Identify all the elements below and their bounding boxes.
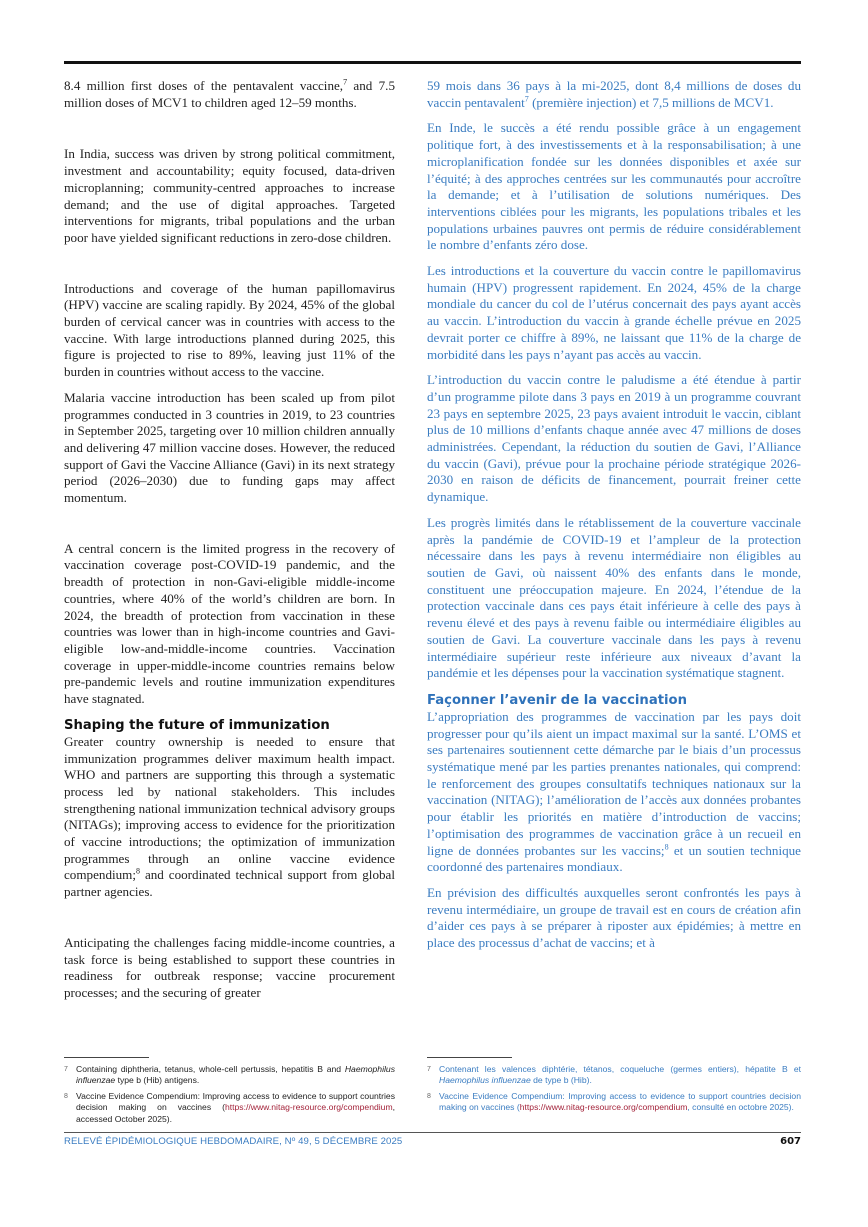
en-paragraph-4: Malaria vaccine introduction has been scaled up from pilot programmes conducted in 3 countries in 2019, to 23 countries in September 2025, targeting over 10 million children annually and delivering 47 million vaccine doses. However, the reduced support of Gavi the Vaccine Alliance (Gavi) in its next strategy period (2026–2030) due to funding gaps may affect momentum. bbox=[64, 389, 395, 506]
en-paragraph-6: Greater country ownership is needed to ensure that immunization programmes deliver maximum health impact. WHO and partners are supporting this through a systematic process led by national stakeholders. This includes strengthening national immunization technical advisory groups (NITAGs); improving access to evidence for the prioritization of vaccine introductions; the optimization of immunization programmes through an online vaccine evidence compendium;$^8$ and coordinated technical support from global partner agencies. bbox=[64, 733, 395, 900]
fr-paragraph-3: Les introductions et la couverture du vaccin contre le papillomavirus humain (HPV) progressent rapidement. En 2024, 45% de la charge mondiale du cancer du col de l’utérus concernait des pays ayant accès au vaccin. L’introduction du vaccin à grande échelle prévue en 2025 devrait porter ce chiffre à 89%, ne laissant que 11% de la charge de morbidité dans les pays n’ayant pas accès au vaccin. bbox=[427, 263, 801, 362]
en-footnote-rule bbox=[64, 1057, 149, 1058]
journal-footer: RELEVÉ ÉPIDÉMIOLOGIQUE HEBDOMADAIRE, Nº 49, 5 DÉCEMBRE 2025 bbox=[64, 1136, 403, 1147]
en-paragraph-2: In India, success was driven by strong political commitment, investment and accountability; equity focused, data-driven microplanning; community-centred approaches to increase demand; and the use of digital approaches. Targeted interventions for migrants, tribal populations and the urban poor have yielded significant reductions in zero-dose children. bbox=[64, 146, 395, 245]
footnote-ref-7[interactable]: 7 bbox=[524, 94, 529, 104]
fr-paragraph-6: L’appropriation des programmes de vaccination par les pays doit progresser pour qu’ils aient un impact maximal sur la santé. L’OMS et ses partenaires soutiennent cette démarche par le biais d’un processus systématique mené par les parties prenantes nationales, qui comprend: le renforcement des groupes consultatifs techniques nationaux sur la vaccination (NITAG); l’amélioration de l’accès aux données probantes pour établir les priorités en matière d’introduction de vaccins; l’optimisation des programmes de vaccination grâce à un recueil en ligne de données probantes sur les vaccins;$^8$ et un soutien technique coordonné des partenaires mondiaux. bbox=[427, 708, 801, 875]
fr-footnote-rule bbox=[427, 1057, 512, 1058]
fr-footnotes bbox=[427, 1064, 801, 1118]
en-paragraph-1: 8.4 million first doses of the pentavalent vaccine,$^7$ and 7.5 million doses of MCV1 to children aged 12–59 months. bbox=[64, 77, 395, 110]
page-number: 607 bbox=[780, 1136, 801, 1147]
footnote-ref-8[interactable]: 8 bbox=[136, 867, 141, 877]
footer-rule bbox=[64, 1132, 801, 1133]
en-footnotes bbox=[64, 1064, 395, 1129]
compendium-link[interactable]: https://www.nitag-resource.org/compendium bbox=[519, 1102, 688, 1113]
header-rule bbox=[64, 61, 801, 64]
footnote-7: 7 Containing diphtheria, tetanus, whole-cell pertussis, hepatitis B and Haemophilus influenzae type b (Hib) antigens. bbox=[64, 1064, 395, 1086]
fr-paragraph-1: 59 mois dans 36 pays à la mi-2025, dont 8,4 millions de doses du vaccin pentavalent$^7$ (première injection) et 7,5 millions de MCV1. bbox=[427, 78, 801, 110]
footnote-ref-8[interactable]: 8 bbox=[664, 842, 669, 852]
footnote-8: 8 Vaccine Evidence Compendium: Improving access to evidence to support countries decision making on vaccines (https://www.nitag-resource.org/compendium, consulté en octobre 2025). bbox=[427, 1090, 801, 1113]
fr-paragraph-5: Les progrès limités dans le rétablissement de la couverture vaccinale après la pandémie de COVID-19 et l’ampleur de la protection nécessaire dans les pays à revenu intermédiaire non éligibles au soutien de Gavi, où naissent 40% des enfants dans le monde, constituent une préoccupation majeure. En 2024, l’étendue de la protection vaccinale dans ces pays était inférieure à celle des pays à revenu élevé et des pays à revenu faible ou intermédiaire éligibles au soutien de Gavi. La couverture vaccinale dans les pays à revenu intermédiaire supérieur reste inférieure aux niveaux d’avant la pandémie et les dépenses pour la vaccination systématique stagnent. bbox=[427, 514, 801, 681]
fr-paragraph-4: L’introduction du vaccin contre le paludisme a été étendue à partir d’un programme pilote dans 3 pays en 2019 à un programme couvrant 23 pays en septembre 2025, 23 pays avaient introduit le vaccin, ciblant plus de 10 millions d’enfants chaque année avec 47 millions de doses administrées. Cependant, la réduction du soutien de Gavi, l’Alliance du vaccin (Gavi), prévue pour la prochaine période stratégique 2026-2030 en raison de déficits de financement, pourrait freiner cette dynamique. bbox=[427, 372, 801, 505]
fr-section-heading: Façonner l’avenir de la vaccination bbox=[427, 692, 687, 708]
footnote-ref-7[interactable]: 7 bbox=[343, 77, 348, 87]
fr-paragraph-2: En Inde, le succès a été rendu possible grâce à un engagement politique fort, à des investissements et à la responsabilisation; à une microplanification fondée sur les données disponibles et axée sur l’équité; à des approches centrées sur les communautés pour accroître la demande; et à l’utilisation de solutions numériques. Des interventions ciblées pour les migrants, les populations tribales et les populations urbaines pauvres ont permis de réduire considérablement le nombre d’enfants zéro dose. bbox=[427, 120, 801, 253]
footnote-7: 7 Contenant les valences diphtérie, tétanos, coqueluche (germes entiers), hépatite B et Haemophilus influenzae de type b (Hib). bbox=[427, 1064, 801, 1086]
en-paragraph-5: A central concern is the limited progress in the recovery of vaccination coverage post-COVID-19 pandemic, and the breadth of protection in non-Gavi-eligible middle-income countries, where 40% of the world’s children are born. In 2024, the breadth of protection from vaccination in these countries was lower than in high-income countries and Gavi-eligible low-and-middle-income countries. Vaccination coverage in upper-middle-income countries remains below pre-pandemic levels and routine immunization expenditures have stagnated. bbox=[64, 540, 395, 707]
en-paragraph-7: Anticipating the challenges facing middle-income countries, a task force is being established to support these countries in readiness for outbreak response; vaccine procurement processes; and the securing of greater bbox=[64, 934, 395, 1000]
english-column bbox=[64, 78, 395, 1002]
fr-paragraph-7: En prévision des difficultés auxquelles seront confrontés les pays à revenu intermédiaire, un groupe de travail est en cours de création afin d’aider ces pays à se préparer à riposter aux épidémies; à mettre en place des processus d’achat de vaccins; et à bbox=[427, 884, 801, 951]
en-section-heading: Shaping the future of immunization bbox=[64, 717, 330, 733]
footnote-8: 8 Vaccine Evidence Compendium: Improving access to evidence to support countries decision making on vaccines (https://www.nitag-resource.org/compendium, accessed October 2025). bbox=[64, 1090, 395, 1124]
en-paragraph-3: Introductions and coverage of the human papillomavirus (HPV) vaccine are scaling rapidly. By 2024, 45% of the global burden of cervical cancer was in countries with access to the vaccine. With large introductions planned during 2025, this figure is projected to rise to 89%, leaving just 11% of the burden in countries without access to the vaccine. bbox=[64, 280, 395, 380]
french-column bbox=[427, 78, 801, 952]
compendium-link[interactable]: https://www.nitag-resource.org/compendium bbox=[224, 1102, 393, 1113]
